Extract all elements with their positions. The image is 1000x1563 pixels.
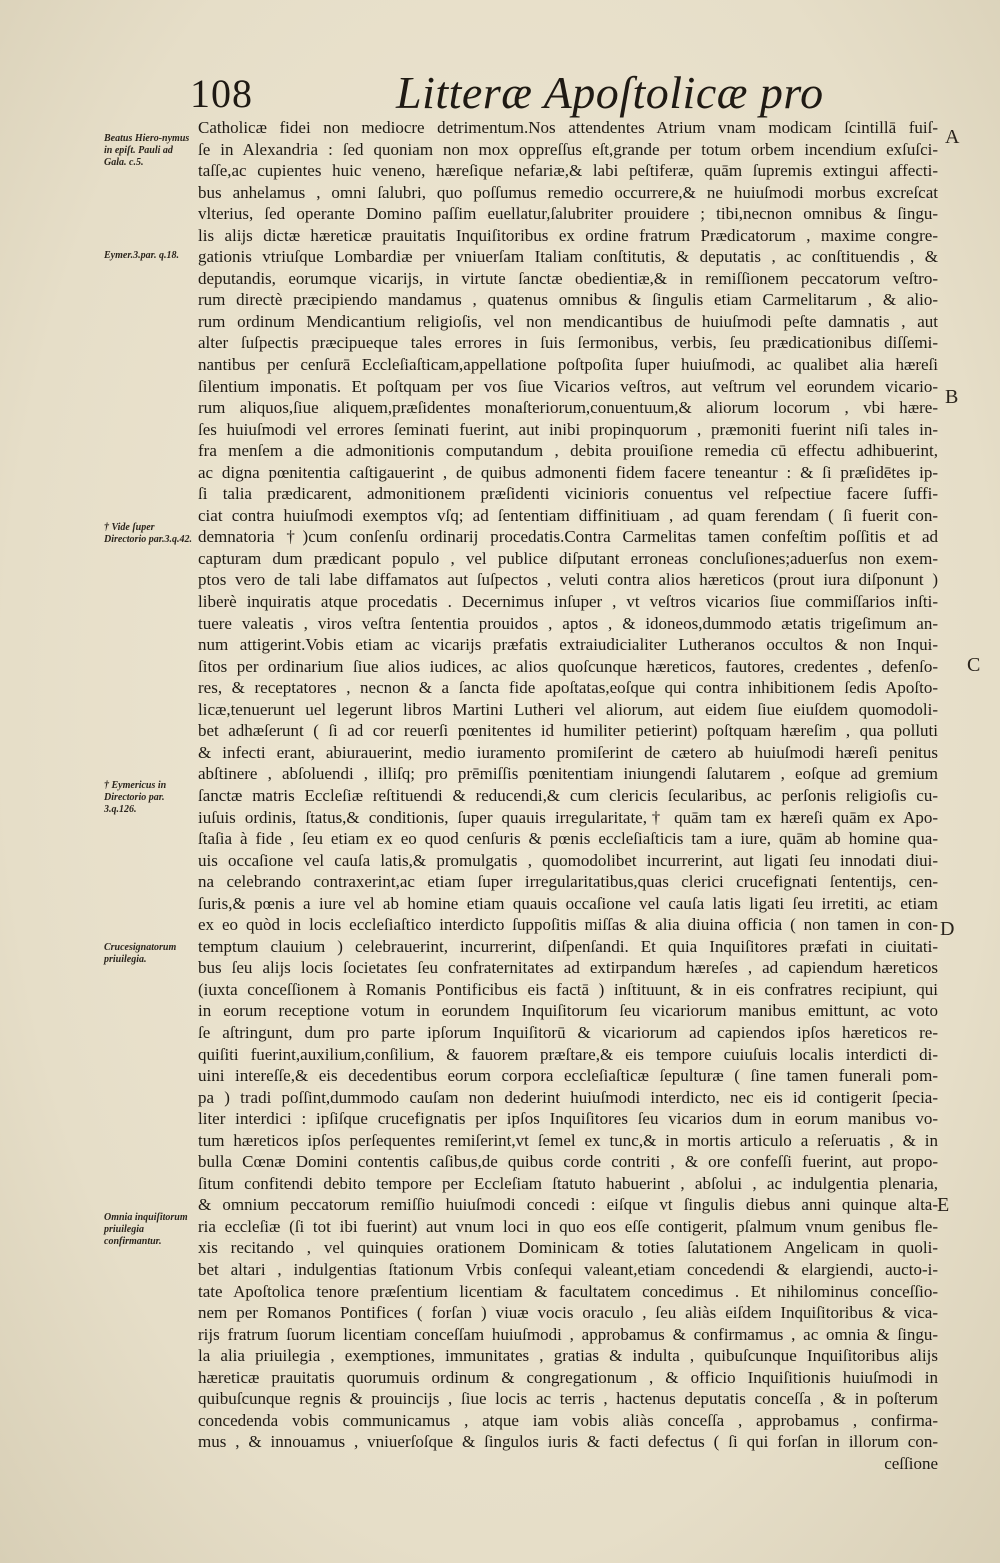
text-line: pa ) tradi poſſint,dummodo cauſam non dederint huiuſmodi interdicto, nec eis id contigerit ſpecia- (198, 1087, 938, 1107)
text-line: ſe aſtringunt, dum pro parte ipſorum Inquiſitorū & vicariorum ad capiendos ipſos hæreticos re- (198, 1022, 938, 1042)
text-line: ex eo quòd in locis eccleſiaſtico interdicto ſuppoſitis miſſas & alia diuina officia ( non tamen in con- (198, 915, 938, 935)
section-marker-e: E (937, 1194, 950, 1216)
text-line: tum hæreticos ipſos perſequentes remiſerint,vt ſemel ex tunc,& in mortis articulo a reſeruatis , & in (198, 1130, 938, 1150)
text-line: temptum clauium ) celebrauerint, incurrerint, diſpenſandi. Et quia Inquiſitores præfati in ciuitati- (198, 936, 938, 956)
text-line: ciat contra huiuſmodi exemptos vſq; ad ſententiam diffinitiuam , ad quam ferendam ( ſi fuerit con- (198, 505, 938, 525)
text-line: capturam dum prædicant populo , vel publice diſputant erroneas concluſiones;aduerſus non exem- (198, 548, 938, 568)
section-marker-d: D (940, 918, 955, 940)
text-line: num attigerint.Vobis etiam ac vicarijs præfatis extraiudicialiter Lutheranos occultos & non Inqui- (198, 635, 938, 655)
section-marker-a: A (945, 126, 960, 148)
text-line: rum ordinum Mendicantium religioſis, vel non mendicantibus de huiuſmodi peſte damnatis , aut (198, 311, 938, 331)
text-line: (iuxta conceſſionem à Romanis Pontificibus eis factā ) inſtituunt, & in eis confratres recipiunt, qui (198, 979, 938, 999)
text-line: & infecti erant, abiurauerint, medio iuramento promiſerint de cætero ab huiuſmodi hæreſi penitus (198, 742, 938, 762)
text-line: & omnium peccatorum remiſſio huiuſmodi concedi : eiſque vt ſingulis diebus anni quinque alta- (198, 1195, 938, 1215)
text-line: bulla Cœnæ Domini contentis caſibus,de quibus corde contriti , & ore confeſſi fuerint, aut propo- (198, 1152, 938, 1172)
section-marker-b: B (945, 386, 959, 408)
text-line: ſi talia prædicarent, admonitionem præſidenti vicinioris conuentus vel reſpectiue facere ſuffi- (198, 484, 938, 504)
text-line: quibuſcunque regnis & prouincijs , ſiue locis ac terris , hactenus deputatis conceſſa , & in poſterum (198, 1389, 938, 1409)
text-line: abſtinere , abſoluendi , illiſq; pro prēmiſſis pœnitentiam iniungendi ſalutarem , eoſque ad gremium (198, 764, 938, 784)
text-line: concedenda vobis communicamus , atque iam vobis aliàs conceſſa , approbamus , confirma- (198, 1410, 938, 1430)
text-line: tate Apoſtolica tenore præſentium licentiam & facultatem concedimus . Et nihilominus conceſſio- (198, 1281, 938, 1301)
text-line: liberè inquiratis atque procedatis . Decernimus inſuper , vt veſtros vicarios ſiue commiſſarios inſti- (198, 592, 938, 612)
text-line: la alia priuilegia , exemptiones, immunitates , gratias & indulta , quibuſcunque Inquiſitoribus alijs (198, 1346, 938, 1366)
text-line: nem per Romanos Pontifices ( forſan ) viuæ vocis oraculo , ſeu aliàs eiſdem Inquiſitoribus & vica- (198, 1303, 938, 1323)
text-line: ſuris,& pœnis a iure vel ab homine etiam quauis occaſione vel cauſa latis ligati ſeu irretiti, ac etiam (198, 893, 938, 913)
page-number: 108 (190, 71, 253, 116)
text-line: in eorum receptione votum in eorundem Inquiſitorum ſeu vicariorum manibus emittunt, ac voto (198, 1001, 938, 1021)
text-line: bus anhelamus , omni ſalubri, quo poſſumus remedio occurrere,& ne huiuſmodi morbus excreſcat (198, 182, 938, 202)
text-line: na celebrando contraxerint,ac etiam ſuper irregularitatibus,quas clerici crucefignati ſententijs, cen- (198, 872, 938, 892)
margin-note: Omnia inquiſitorum priuilegia confirmantur. (104, 1212, 188, 1247)
margin-note: † Eymericus in Directorio par. 3.q.126. (104, 780, 167, 815)
margin-note: Crucesignatorum priuilegia. (104, 942, 177, 965)
text-line: deputandis, eorumque vicarijs, in virtute ſanctæ obedientiæ,& in remiſſionem peccatorum veſtro- (198, 268, 938, 288)
text-line: ſtaſia à fide , ſeu etiam ex eo quod cenſuris & pœnis eccleſiaſticis tam a iure, quām ab homine qua- (198, 829, 938, 849)
margin-note: † Vide ſuper Directorio par.3.q.42. (104, 522, 193, 545)
text-line: rijs fratrum ſuorum licentiam conceſſam huiuſmodi , approbamus & confirmamus , ac omnia & ſingu- (198, 1324, 938, 1344)
text-line: mus , & innouamus , vniuerſoſque & ſingulos iuris & facti defectus ( ſi qui forſan in illorum con- (198, 1432, 938, 1452)
text-line: ceſſione (884, 1453, 938, 1473)
text-line: liter interdici : ipſiſque crucefignatis per ipſos Inquiſitores ſeu vicarios dum in eorum manibus vo- (198, 1109, 938, 1129)
text-line: rum directè præcipiendo mandamus , quatenus omnibus & ſingulis etiam Carmelitarum , & alio- (198, 290, 938, 310)
main-text (198, 117, 938, 1474)
text-line: licæ,tenuerunt uel legerunt libros Martini Lutheri vel aliorum, aut eidem ſiue eiuſdem quomodoli- (198, 699, 938, 719)
text-line: ſe in Alexandria : ſed quoniam non mox oppreſſus eſt,grande per totum orbem incendium exſuſci- (198, 139, 938, 159)
text-line: fra menſem a die admonitionis computandum , debita prouiſione remedia cū effectu adhibuerint, (198, 441, 938, 461)
page-header (190, 66, 830, 116)
text-line: ria eccleſiæ (ſi tot ibi fuerint) aut vnum loci in quo eos eſſe contigerit, pſalmum vnum genibus fle- (198, 1216, 938, 1236)
text-line: bus ſeu alijs locis ſocietates ſeu confraternitates ad extirpandum hæreſes , ad capiendum hæreticos (198, 958, 938, 978)
text-line: gationis vtriuſque Lombardiæ per vniuerſam Italiam conſtitutis, & deputatis , ac conſtituendis , & (198, 247, 938, 267)
text-line: alter ſuſpectis præcipueque tales errores in ſuis ſermonibus, verbis, ſeu prædicationibus diſſemi- (198, 333, 938, 353)
text-line: demnatoria †)cum conſenſu ordinarij procedatis.Contra Carmelitas tamen confeſtim poſſitis et ad (198, 527, 938, 547)
text-line: rum aliquos,ſiue aliquem,præſidentes monaſteriorum,conuentuum,& aliorum locorum , vbi hære- (198, 398, 938, 418)
text-line: ſes huiuſmodi vel errores ſeminati fuerint, aut inibi propinquorum , præmoniti fuerint niſi tales in- (198, 419, 938, 439)
text-line: ſanctæ matris Eccleſiæ reſtituendi & reducendi,& cum clericis ſecularibus, ac perſonis religioſis cu- (198, 785, 938, 805)
text-line: tuere valeatis , viros veſtra ſententia prouidos , aptos , & idoneos,dummodo ætatis trigeſimum an- (198, 613, 938, 633)
text-line: ſilentium imponatis. Et poſtquam per vos ſiue Vicarios veſtros, aut veſtrum vel eorundem vicario- (198, 376, 938, 396)
text-line: iuſuis ordinis, ſtatus,& conditionis, ſuper quauis irregularitate,† quām tam ex hæreſi quām ex Apo- (198, 807, 938, 827)
text-line: uini intereſſe,& eis decedentibus eorum corpora eccleſiaſticæ ſepulturæ ( ſine tamen funerali pom- (198, 1066, 938, 1086)
running-head: Litteræ Apoſtolicæ pro (396, 67, 824, 118)
text-line: ſitos per ordinarium ſiue alios iudices, ac alios quoſcunque hæreticos, fautores, credentes , defenſo- (198, 656, 938, 676)
text-line: bet adhæſerunt ( ſi ad cor reuerſi pœnitentes id humiliter petierint) poſtquam hæreſim , qua polluti (198, 721, 938, 741)
text-line: res, & receptatores , necnon & a ſancta fide apoſtatas,eoſque qui contra inhibitionem ſedis Apoſto- (198, 678, 938, 698)
text-line: Catholicæ fidei non mediocre detrimentum.Nos attendentes Atrium vnam modicam ſcintillā fuiſ- (198, 118, 938, 137)
text-line: hæreticæ prauitatis quorumuis ordinum & congregationum , & officio Inquiſitionis huiuſmodi in (198, 1367, 938, 1387)
text-line: quiſiti fuerint,auxilium,conſilium, & fauorem præſtare,& eis tempore cuiuſuis localis interdicti di- (198, 1044, 938, 1064)
text-line: uis occaſione vel cauſa latis,& promulgatis , quomodolibet incurrerint, aut ligati ſeu innodati diui- (198, 850, 938, 870)
margin-note: Eymer.3.par. q.18. (104, 250, 180, 261)
text-line: ac digna pœnitentia caſtigauerint , de quibus admonenti fidem facere teneantur : & ſi præſidētes ip- (198, 462, 938, 482)
text-line: xis recitando , vel quinquies orationem Dominicam & toties ſalutationem Angelicam in quoli- (198, 1238, 938, 1258)
text-line: ptos vero de tali labe diffamatos aut ſuſpectos , veluti contra alios hæreticos (prout iura diſponunt ) (198, 570, 938, 590)
margin-note: Beatus Hiero-nymus in epiſt. Pauli ad Gala. c.5. (104, 133, 190, 168)
text-line: nantibus per cenſurā Eccleſiaſticam,appellatione poſtpoſita ſuper huiuſmodi, ac qualibet alia hæreſi (198, 355, 938, 375)
section-marker-c: C (967, 654, 981, 676)
text-line: vlterius, ſed operante Domino paſſim euellatur,ſalubriter prouidere ; tibi,necnon omnibus & ſingu- (198, 204, 938, 224)
text-line: ſitum confitendi debito tempore per Eccleſiam ſtatuto habuerint , abſolui , ac indulgentia plenaria, (198, 1173, 938, 1193)
text-line: lis alijs dictæ hæreticæ prauitatis Inquiſitoribus ex ordine fratrum Prædicatorum , maxime congre- (198, 225, 938, 245)
text-line: bet altari , indulgentias ſtationum Vrbis conſequi valeant,etiam concedendi & elargiendi, aucto-i- (198, 1259, 938, 1279)
text-line: taſſe,ac cupientes huic veneno, hæreſique nefariæ,& labi peſtiferæ, quām ſupremis extingui affecti- (198, 161, 938, 181)
